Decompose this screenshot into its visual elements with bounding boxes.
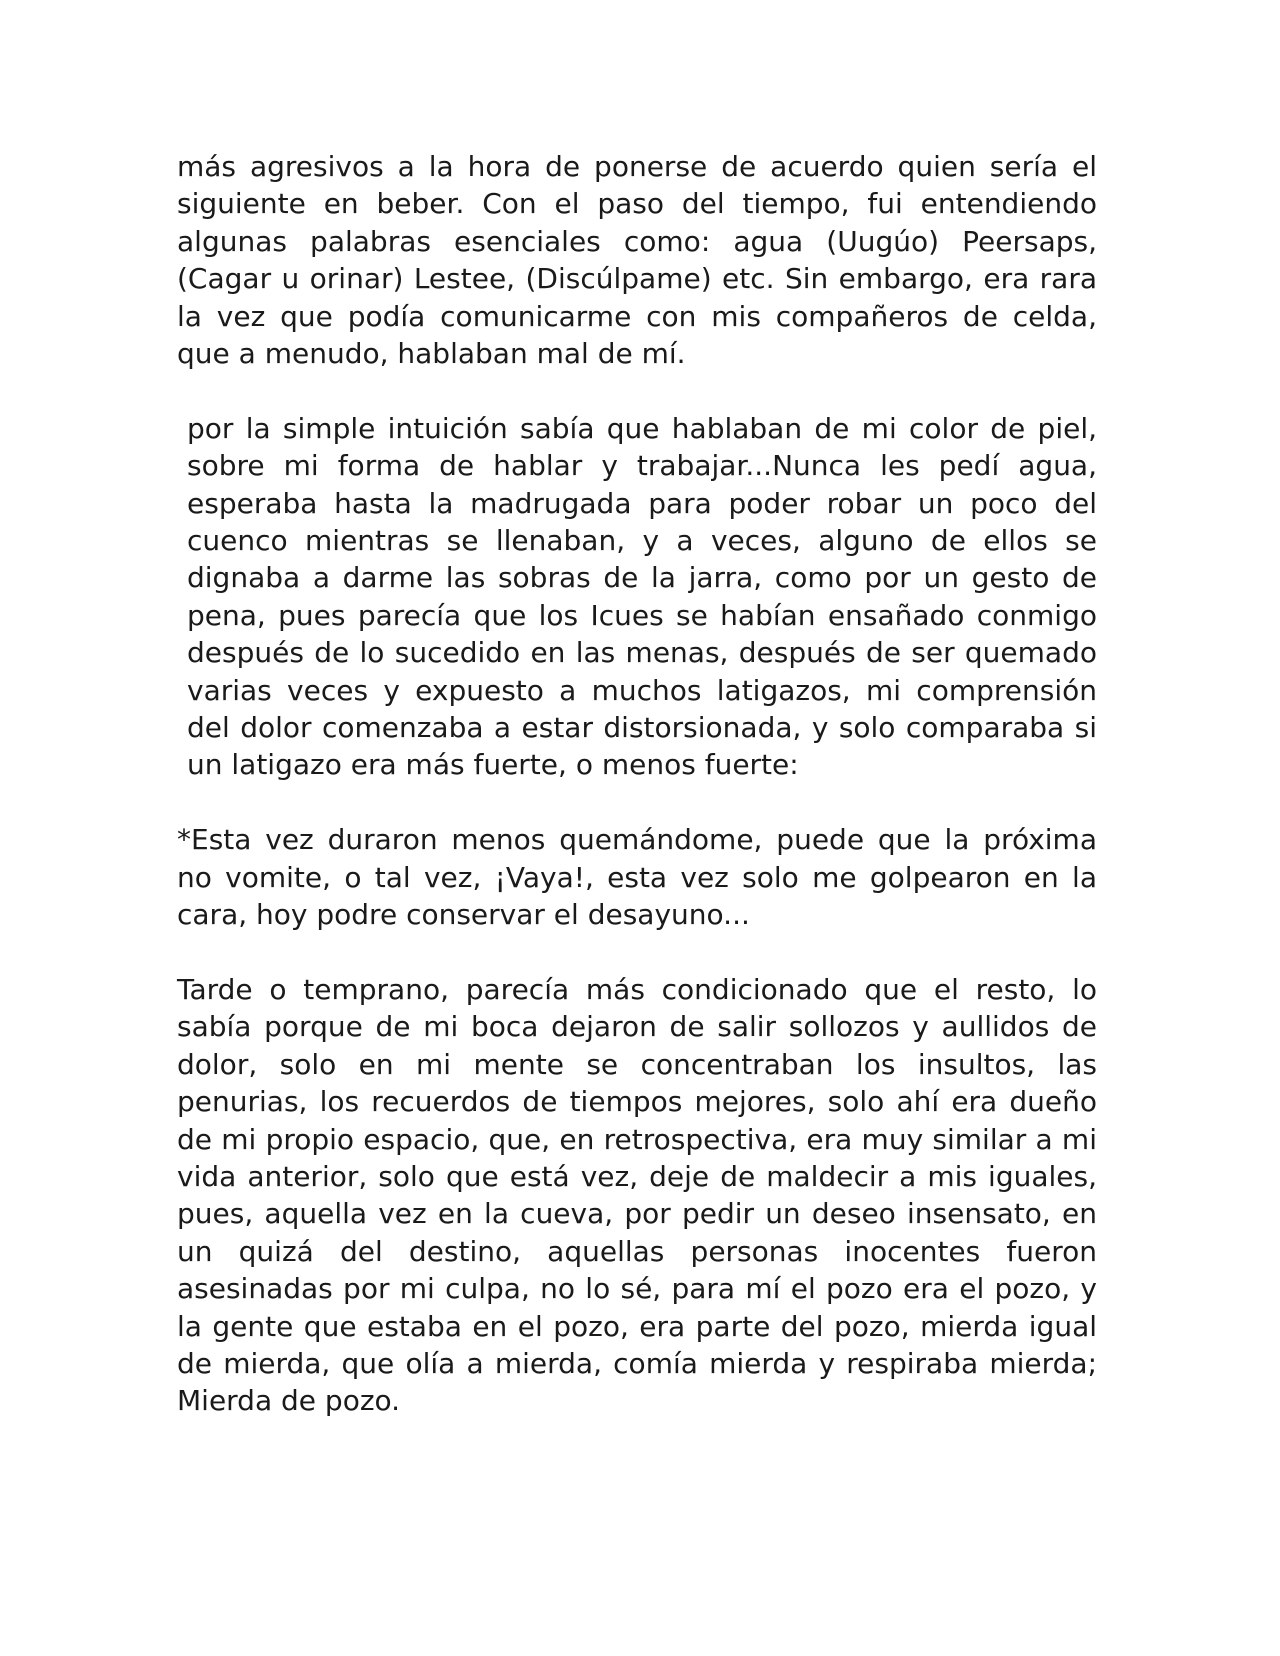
paragraph-2: por la simple intuición sabía que hablaban de mi color de piel, sobre mi forma de hablar y trabajar...Nunca les pedí agua, esperaba hasta la madrugada para poder robar un poco del cuenco mientras se llenaban, y a veces, alguno de ellos se dignaba a darme las sobras de la jarra, como por un gesto de pena, pues parecía que los Icues se habían ensañado conmigo después de lo sucedido en las menas, después de ser quemado varias veces y expuesto a muchos latigazos, mi comprensión del dolor comenzaba a estar distorsionada, y solo comparaba si un latigazo era más fuerte, o menos fuerte: bbox=[187, 411, 1097, 782]
body-text bbox=[177, 148, 1097, 1420]
paragraph-3: *Esta vez duraron menos quemándome, puede que la próxima no vomite, o tal vez, ¡Vaya!, esta vez solo me golpearon en la cara, hoy podre conservar el desayuno... bbox=[177, 823, 1097, 932]
paragraph-1: más agresivos a la hora de ponerse de acuerdo quien sería el siguiente en beber. Con el paso del tiempo, fui entendiendo algunas palabras esenciales como: agua (Uugúo) Peersaps, (Cagar u orinar) Lestee, (Discúlpame) etc. Sin embargo, era rara la vez que podía comunicarme con mis compañeros de celda, que a menudo, hablaban mal de mí. bbox=[177, 150, 1097, 371]
paragraph-4: Tarde o temprano, parecía más condicionado que el resto, lo sabía porque de mi boca dejaron de salir sollozos y aullidos de dolor, solo en mi mente se concentraban los insultos, las penurias, los recuerdos de tiempos mejores, solo ahí era dueño de mi propio espacio, que, en retrospectiva, era muy similar a mi vida anterior, solo que está vez, deje de maldecir a mis iguales, pues, aquella vez en la cueva, por pedir un deseo insensato, en un quizá del destino, aquellas personas inocentes fueron asesinadas por mi culpa, no lo sé, para mí el pozo era el pozo, y la gente que estaba en el pozo, era parte del pozo, mierda igual de mierda, que olía a mierda, comía mierda y respiraba mierda; Mierda de pozo. bbox=[177, 972, 1097, 1418]
